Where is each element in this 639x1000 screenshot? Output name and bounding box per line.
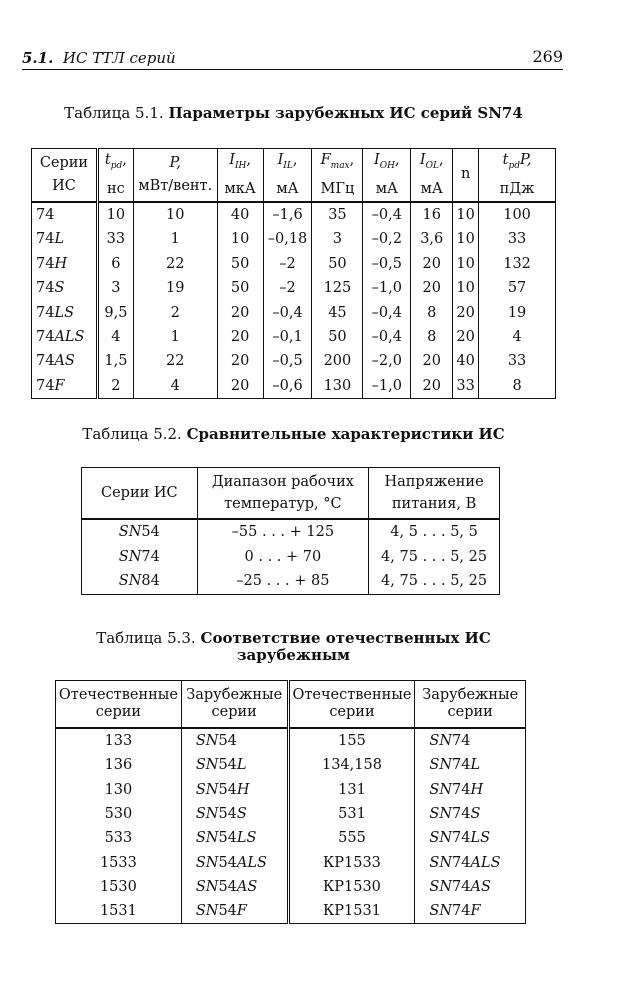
table1-cell: –0,6 [263, 374, 312, 399]
table3-domestic-cell: КР1533 [288, 850, 415, 874]
table3-row [56, 899, 526, 924]
series-letters: SN [429, 733, 453, 750]
series-suffix: ALS [54, 329, 85, 346]
table3-foreign-cell [415, 728, 526, 753]
table1-cell: 3,6 [411, 227, 453, 251]
table1-cell: –0,2 [363, 227, 411, 251]
table3-row [56, 778, 526, 802]
table3-foreign-cell [415, 802, 526, 826]
table1-cell: 10 [453, 227, 479, 251]
table3-caption-title: Соответствие отечественных ИС [200, 629, 491, 647]
running-head [22, 47, 563, 70]
series-suffix: H [236, 781, 250, 798]
table2-temp-cell: –55 . . . + 125 [197, 519, 369, 545]
table1-cell: 1 [133, 227, 217, 251]
table3-caption-title-2: зарубежным [236, 646, 351, 664]
table3-domestic-cell: 533 [56, 826, 182, 850]
series-letters: SN [195, 757, 219, 774]
table3-domestic-cell: 136 [56, 753, 182, 777]
table1-series-cell [32, 252, 98, 276]
table3-header-foreign-1: Зарубежные серии [181, 681, 288, 729]
table3-foreign-cell [181, 778, 288, 802]
table1-cell: 6 [97, 252, 133, 276]
table3-foreign-cell [181, 802, 288, 826]
table1-cell: 45 [312, 300, 363, 324]
table1-cell: –0,4 [363, 202, 411, 227]
table1-cell: –0,18 [263, 227, 312, 251]
table1-row [32, 252, 556, 276]
series-letters: SN [195, 806, 219, 823]
table1-cell: –0,5 [363, 252, 411, 276]
table1-cell: 16 [411, 202, 453, 227]
table3-domestic-cell: 531 [288, 802, 415, 826]
page-number: 269 [532, 47, 563, 66]
series-suffix: S [470, 806, 481, 823]
table1-cell: 33 [97, 227, 133, 251]
table1-series-cell [32, 276, 98, 300]
table1-header-iol: $I_{OL}$, мА [411, 149, 453, 202]
table3-domestic-cell: 1530 [56, 875, 182, 899]
table1-header-tpdp: $t_{pd}P$, пДж [479, 149, 556, 202]
table3-row [56, 802, 526, 826]
table1-cell: –1,0 [363, 276, 411, 300]
table3-foreign-cell [181, 753, 288, 777]
table3-domestic-cell: КР1531 [288, 899, 415, 924]
table1-cell: 50 [312, 325, 363, 349]
table1-series-cell [32, 300, 98, 324]
table1-series-cell [32, 325, 98, 349]
table1-cell: 10 [217, 227, 263, 251]
table3-domestic-cell: 1533 [56, 850, 182, 874]
table1-cell: 130 [312, 374, 363, 399]
table2 [81, 467, 500, 595]
table1-cell: 2 [97, 374, 133, 399]
table3-domestic-cell: 133 [56, 728, 182, 753]
series-prefix: 74 [36, 377, 55, 394]
series-number: 54 [218, 903, 237, 920]
table3-foreign-cell [181, 899, 288, 924]
table1-cell: 20 [411, 252, 453, 276]
table1-cell: 4 [133, 374, 217, 399]
series-letters: SN [118, 573, 142, 590]
table1-row [32, 325, 556, 349]
series-number: 74 [452, 781, 471, 798]
series-number: 74 [452, 903, 471, 920]
series-suffix: AS [54, 353, 75, 370]
table2-voltage-cell: 4, 75 . . . 5, 25 [381, 573, 488, 590]
series-letters: SN [195, 878, 219, 895]
table1-cell: 125 [312, 276, 363, 300]
table1-cell: 20 [453, 325, 479, 349]
table1-header-iil: $I_{IL}$, мА [263, 149, 312, 202]
table1-header-power: P, мВт/вент. [133, 149, 217, 202]
table1-row [32, 276, 556, 300]
table1-cell: 40 [453, 349, 479, 373]
series-suffix: ALS [236, 854, 267, 871]
table2-series-cell [82, 545, 198, 570]
table1-cell: –0,4 [363, 325, 411, 349]
table3-foreign-cell [415, 850, 526, 874]
series-suffix: F [236, 903, 247, 920]
series-number: 74 [452, 757, 471, 774]
table1-cell: 20 [217, 300, 263, 324]
table2-caption [31, 426, 556, 443]
table1-caption-title: Параметры зарубежных ИС серий SN74 [168, 104, 523, 122]
series-number: 74 [452, 830, 471, 847]
table1-cell: 19 [507, 304, 527, 321]
series-letters: SN [429, 757, 453, 774]
table3-header-row [56, 681, 526, 729]
series-prefix: 74 [36, 353, 55, 370]
table1-series-cell [32, 374, 98, 399]
table2-header-voltage: Напряжение питания, В [369, 468, 500, 520]
series-letters: SN [429, 830, 453, 847]
table2-row [82, 545, 500, 570]
series-prefix: 74 [36, 231, 55, 248]
table2-series-cell [82, 569, 198, 594]
table1-cell: 4 [97, 325, 133, 349]
series-letters: SN [429, 878, 453, 895]
series-letters: SN [195, 854, 219, 871]
table1-cell: 50 [217, 276, 263, 300]
series-suffix: F [54, 377, 65, 394]
table1-cell: 10 [97, 202, 133, 227]
table1-cell: 10 [133, 202, 217, 227]
table1-series-cell [32, 349, 98, 373]
table3-domestic-cell: 130 [56, 778, 182, 802]
table3-caption-label: Таблица 5.3. [96, 629, 196, 647]
series-suffix: S [236, 806, 247, 823]
table1-cell: 100 [503, 207, 531, 224]
table3-foreign-cell [415, 875, 526, 899]
table1-row [32, 349, 556, 373]
series-number: 74 [452, 806, 471, 823]
table2-temp-cell: 0 . . . + 70 [197, 545, 369, 570]
table1-cell: 1,5 [97, 349, 133, 373]
table1-cell: 22 [133, 252, 217, 276]
table3-header-domestic-1: Отечественные серии [56, 681, 182, 729]
series-suffix: ALS [470, 854, 501, 871]
series-number: 74 [452, 733, 471, 750]
series-number: 54 [218, 830, 237, 847]
table1-cell: 33 [507, 231, 527, 248]
table3-header-domestic-2: Отечественные серии [288, 681, 415, 729]
table3-foreign-cell [181, 728, 288, 753]
table1-cell: 57 [507, 280, 527, 297]
table1-cell: 50 [217, 252, 263, 276]
table1-cell: 22 [133, 349, 217, 373]
table3-foreign-cell [181, 875, 288, 899]
table3 [55, 680, 526, 924]
series-number: 54 [218, 733, 237, 750]
table3-row [56, 850, 526, 874]
series-letters: SN [429, 903, 453, 920]
series-suffix: L [54, 231, 65, 248]
table2-header-row [82, 468, 500, 520]
series-suffix: L [236, 757, 247, 774]
table1-header-tpd: $t_{pd}$, нс [97, 149, 133, 202]
table1-row [32, 202, 556, 227]
table1-cell: 40 [217, 202, 263, 227]
table1-header-series: Серии ИС [32, 149, 98, 202]
table1-cell: 19 [133, 276, 217, 300]
series-letters: SN [118, 548, 142, 565]
table3-domestic-cell: 530 [56, 802, 182, 826]
table1-header-iih: $I_{IH}$, мкА [217, 149, 263, 202]
table1-cell: 3 [97, 276, 133, 300]
table1-cell: 20 [453, 300, 479, 324]
table2-voltage-cell: 4, 5 . . . 5, 5 [390, 524, 478, 541]
table3-domestic-cell: 155 [288, 728, 415, 753]
table1-header-n: n [453, 149, 479, 202]
table3-row [56, 753, 526, 777]
table1-cell: –2 [263, 276, 312, 300]
table1-cell: 132 [503, 255, 531, 272]
series-number: 54 [218, 781, 237, 798]
table1-cell: 20 [411, 349, 453, 373]
table2-temp-cell: –25 . . . + 85 [197, 569, 369, 594]
table3-row [56, 826, 526, 850]
table1-cell: 20 [411, 276, 453, 300]
table2-row [82, 519, 500, 545]
series-number: 54 [218, 878, 237, 895]
series-number: 54 [218, 806, 237, 823]
series-letters: SN [118, 524, 142, 541]
table1-row [32, 300, 556, 324]
table1-cell: 10 [453, 202, 479, 227]
series-number: 54 [218, 854, 237, 871]
series-number: 74 [452, 878, 471, 895]
table3-domestic-cell: 555 [288, 826, 415, 850]
table1-header-ioh: $I_{OH}$, мА [363, 149, 411, 202]
table2-row [82, 569, 500, 594]
table1-cell: 4 [512, 329, 522, 346]
table3-domestic-cell: 134,158 [288, 753, 415, 777]
table1-cell: 20 [217, 374, 263, 399]
table2-header-series: Серии ИС [82, 468, 198, 520]
table1-series-cell [32, 227, 98, 251]
table1-cell: 33 [507, 353, 527, 370]
series-prefix: 74 [36, 304, 55, 321]
table1-cell: 20 [217, 325, 263, 349]
series-letters: SN [195, 830, 219, 847]
table3-foreign-cell [415, 826, 526, 850]
table1-cell: 35 [312, 202, 363, 227]
table1-cell: 2 [133, 300, 217, 324]
table2-caption-title: Сравнительные характеристики ИС [186, 425, 505, 443]
section-title: ИС ТТЛ серий [62, 49, 176, 67]
series-prefix: 74 [36, 329, 55, 346]
table1 [31, 148, 556, 399]
series-prefix: 74 [36, 255, 55, 272]
table2-header-temp: Диапазон рабочих температур, °C [197, 468, 369, 520]
table2-series-cell [82, 519, 198, 545]
table3-foreign-cell [415, 899, 526, 924]
series-suffix: S [54, 280, 65, 297]
table1-cell: 3 [312, 227, 363, 251]
table1-cell: 10 [453, 276, 479, 300]
section-number: 5.1. [22, 49, 54, 67]
table3-row [56, 728, 526, 753]
table1-cell: 9,5 [97, 300, 133, 324]
table1-caption [31, 105, 556, 122]
table1-cell: 8 [411, 300, 453, 324]
table1-row [32, 227, 556, 251]
series-suffix: H [54, 255, 68, 272]
table1-row [32, 374, 556, 399]
table1-cell: –0,5 [263, 349, 312, 373]
series-suffix: L [470, 757, 481, 774]
table1-series-cell [32, 202, 98, 227]
table1-cell: –1,6 [263, 202, 312, 227]
table3-domestic-cell: 131 [288, 778, 415, 802]
table1-caption-label: Таблица 5.1. [64, 104, 164, 122]
table3-domestic-cell: КР1530 [288, 875, 415, 899]
table1-cell: –0,4 [363, 300, 411, 324]
series-letters: SN [429, 781, 453, 798]
section-heading [22, 49, 176, 67]
series-suffix: AS [236, 878, 258, 895]
series-letters: SN [195, 781, 219, 798]
table3-foreign-cell [181, 850, 288, 874]
table3-domestic-cell: 1531 [56, 899, 182, 924]
series-prefix: 74 [36, 280, 55, 297]
table1-cell: 8 [411, 325, 453, 349]
table1-cell: 20 [217, 349, 263, 373]
table1-cell: 8 [512, 377, 522, 394]
series-number: 74 [452, 854, 471, 871]
table3-foreign-cell [415, 753, 526, 777]
table3-caption [31, 630, 556, 664]
series-suffix: LS [54, 304, 75, 321]
series-letters: SN [429, 806, 453, 823]
table1-cell: –2,0 [363, 349, 411, 373]
table1-header-row [32, 149, 556, 202]
table2-caption-label: Таблица 5.2. [82, 425, 182, 443]
table2-voltage-cell: 4, 75 . . . 5, 25 [381, 548, 488, 565]
table1-cell: 1 [133, 325, 217, 349]
series-letters: SN [429, 854, 453, 871]
series-number: 74 [141, 548, 160, 565]
table3-foreign-cell [181, 826, 288, 850]
table1-cell: –1,0 [363, 374, 411, 399]
table1-cell: 10 [453, 252, 479, 276]
table3-row [56, 875, 526, 899]
series-suffix: LS [236, 830, 257, 847]
series-letters: SN [195, 733, 219, 750]
table1-cell: –2 [263, 252, 312, 276]
series-suffix: F [470, 903, 481, 920]
series-suffix: AS [470, 878, 491, 895]
series-number: 84 [141, 573, 160, 590]
series-letters: SN [195, 903, 219, 920]
series-suffix: LS [470, 830, 491, 847]
table1-cell: 200 [312, 349, 363, 373]
series-number: 54 [218, 757, 237, 774]
table1-cell: 33 [453, 374, 479, 399]
table1-cell: 20 [411, 374, 453, 399]
table1-header-fmax: $F_{max}$, МГц [312, 149, 363, 202]
series-number: 54 [141, 524, 160, 541]
series-suffix: H [470, 781, 484, 798]
table3-header-foreign-2: Зарубежные серии [415, 681, 526, 729]
table3-foreign-cell [415, 778, 526, 802]
series-prefix: 74 [36, 207, 55, 224]
table1-cell: –0,4 [263, 300, 312, 324]
table1-cell: –0,1 [263, 325, 312, 349]
table1-cell: 50 [312, 252, 363, 276]
